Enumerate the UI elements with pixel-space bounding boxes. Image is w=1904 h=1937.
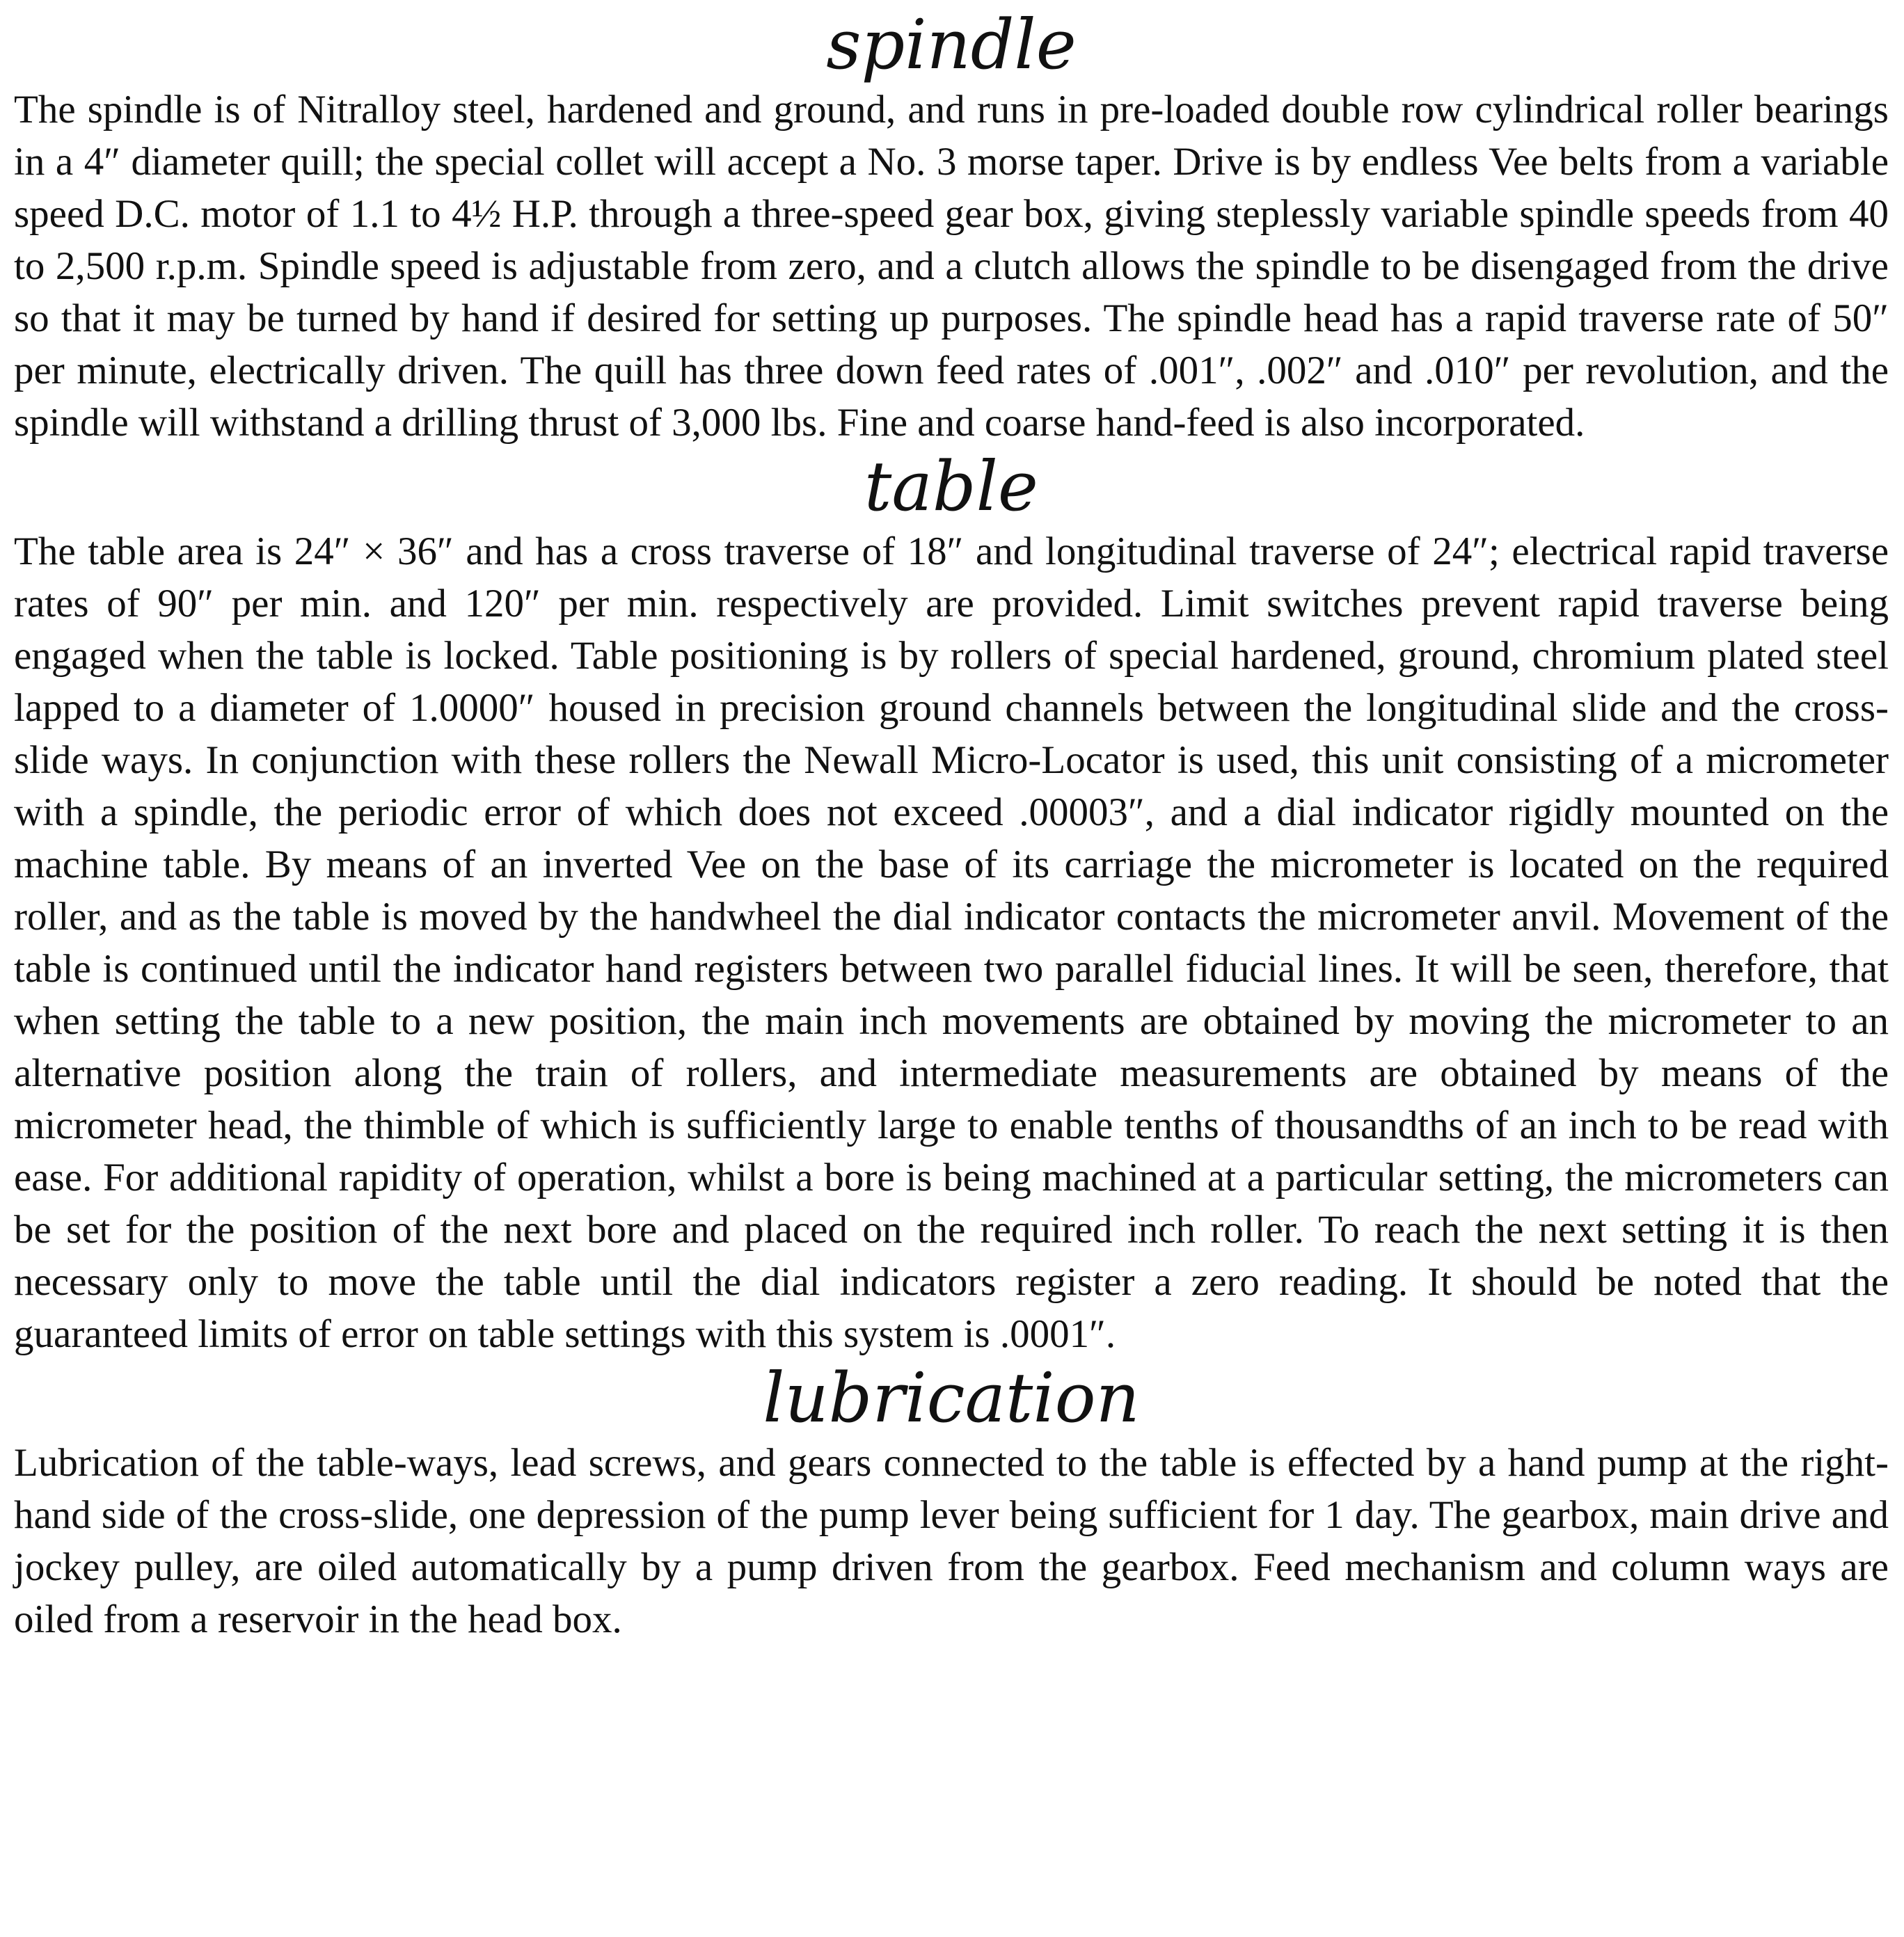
section-body-table: The table area is 24″ × 36″ and has a cross traverse of 18″ and longitudinal traverse of 24″; electrical rapid traverse rates of 90″ per min. and 120″ per min. respectively are provided. Limit switches prevent rapid traverse being engaged when the table is locked. Table positioning is by rollers of special hardened, ground, chromium plated steel lapped to a diameter of 1.0000″ housed in precision ground channels between the longitudinal slide and the cross-slide ways. In conjunction with these rollers the Newall Micro-Locator is used, this unit consisting of a micrometer with a spindle, the periodic error of which does not exceed .00003″, and a dial indicator rigidly mounted on the machine table. By means of an inverted Vee on the base of its carriage the micrometer is located on the required roller, and as the table is moved by the handwheel the dial indicator contacts the micrometer anvil. Movement of the table is continued until the indicator hand registers between two parallel fiducial lines. It will be seen, therefore, that when setting the table to a new position, the main inch movements are obtained by moving the micrometer to an alternative position along the train of rollers, and intermediate measurements are obtained by means of the micrometer head, the thimble of which is sufficiently large to enable tenths of thousandths of an inch to be read with ease. For additional rapidity of operation, whilst a bore is being machined at a particular setting, the micrometers can be set for the position of the next bore and placed on the required inch roller. To reach the next setting it is then necessary only to move the table until the dial indicators register a zero reading. It should be noted that the guaranteed limits of error on table settings with this system is .0001″. xyxy=(14,529,1889,1356)
section-heading-spindle: spindle xyxy=(826,6,1077,85)
section-heading-table: table xyxy=(864,447,1038,527)
section-heading-lubrication: lubrication xyxy=(763,1359,1140,1438)
section-body-lubrication: Lubrication of the table-ways, lead screws, and gears connected to the table is effected by a hand pump at the right-hand side of the cross-slide, one depression of the pump lever being sufficient for 1 day. The gearbox, main drive and jockey pulley, are oiled automatically by a pump driven from the gearbox. Feed mechanism and column ways are oiled from a reservoir in the head box. xyxy=(14,1441,1889,1641)
section-body-spindle: The spindle is of Nitralloy steel, hardened and ground, and runs in pre-loaded double row cylindrical roller bearings in a 4″ diameter quill; the special collet will accept a No. 3 morse taper. Drive is by endless Vee belts from a variable speed D.C. motor of 1.1 to 4½ H.P. through a three-speed gear box, giving steplessly variable spindle speeds from 40 to 2,500 r.p.m. Spindle speed is adjustable from zero, and a clutch allows the spindle to be disengaged from the drive so that it may be turned by hand if desired for setting up purposes. The spindle head has a rapid traverse rate of 50″ per minute, electrically driven. The quill has three down feed rates of .001″, .002″ and .010″ per revolution, and the spindle will withstand a drilling thrust of 3,000 lbs. Fine and coarse hand-feed is also incorporated. xyxy=(14,88,1889,445)
